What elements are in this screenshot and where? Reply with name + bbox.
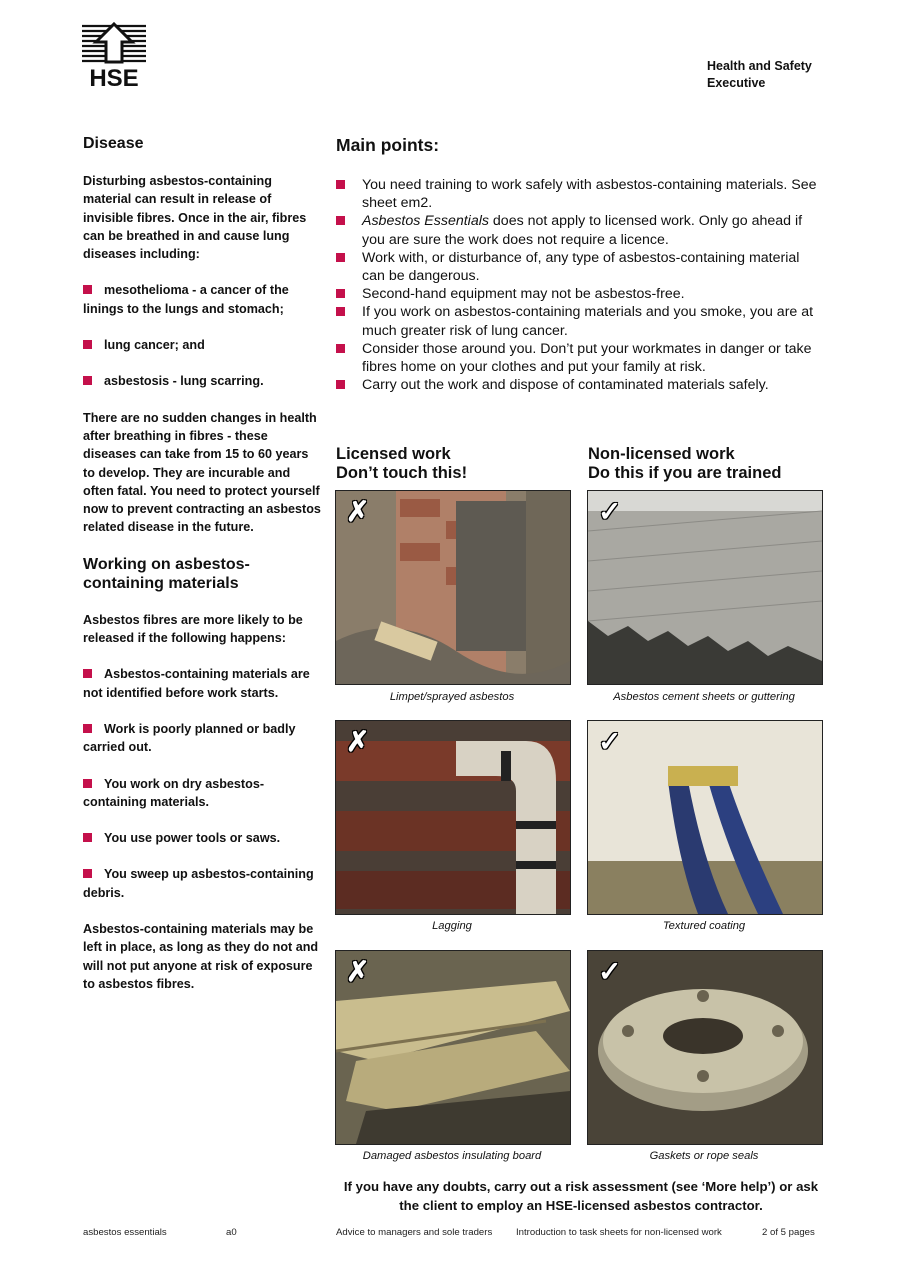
photo-insulating-board [335,950,571,1145]
bullet-square-icon [83,869,92,878]
main-point: If you work on asbestos-containing materials and you smoke, you are at much greater risk of lung cancer. [336,303,826,339]
main-points [336,134,826,394]
hse-logo [80,22,148,90]
hazard-item: You sweep up asbestos-containing debris. [83,867,314,900]
cross-mark-icon: ✗ [346,726,370,757]
check-mark-icon: ✓ [598,726,622,757]
bullet-square-icon [336,344,345,353]
bullet-square-icon [83,376,92,385]
main-point: Work with, or disturbance of, any type of asbestos-containing material can be dangerous. [336,249,826,285]
main-point: You need training to work safely with asbestos-containing materials. See sheet em2. [336,176,826,212]
cross-mark-icon: ✗ [346,956,370,987]
check-mark-icon: ✓ [598,496,622,527]
organisation-name [707,58,812,92]
main-point: Asbestos Essentials does not apply to licensed work. Only go ahead if you are sure the work does not require a licence. [336,212,826,248]
bullet-square-icon [83,724,92,733]
caption-insulating-board: Damaged asbestos insulating board [362,1150,542,1162]
hazard-item: You use power tools or saws. [83,829,321,847]
footer-sheet-title: Introduction to task sheets for non-licensed work [516,1227,722,1238]
working-intro: Asbestos fibres are more likely to be released if the following happens: [83,612,303,646]
org-line-2: Executive [707,76,766,90]
caption-gaskets: Gaskets or rope seals [649,1150,759,1162]
caption-textured-coating: Textured coating [662,920,746,932]
caption-cement-sheets: Asbestos cement sheets or guttering [613,691,795,703]
disease-item: lung cancer; and [83,336,321,354]
left-column [83,134,321,1011]
closing-text: Asbestos-containing materials may be left in place, as long as they do not and will not put anyone at risk of exposure to asbestos fibres. [83,922,319,991]
photo-cement-sheets [587,490,823,685]
licensed-work-heading: Licensed work Don’t touch this! [336,445,468,482]
footer-pages: 2 of 5 pages [762,1227,815,1238]
main-points-list [336,176,826,394]
hazard-item: Asbestos-containing materials are not identified before work starts. [83,667,310,700]
bullet-square-icon [336,180,345,189]
photo-lagging [335,720,571,915]
bullet-square-icon [83,669,92,678]
disease-item: mesothelioma - a cancer of the linings to the lungs and stomach; [83,283,289,316]
cross-mark-icon: ✗ [346,496,370,527]
working-heading: Working on asbestos-containing materials [83,555,250,592]
bullet-square-icon [83,340,92,349]
bullet-square-icon [83,779,92,788]
bullet-square-icon [83,285,92,294]
bullet-square-icon [336,289,345,298]
bullet-square-icon [336,380,345,389]
caption-limpet: Limpet/sprayed asbestos [389,691,515,703]
main-point: Consider those around you. Don’t put your workmates in danger or take fibres home on your clothes and put your family at risk. [336,340,826,376]
hazard-item: You work on dry asbestos-containing materials. [83,776,265,809]
hazard-item: Work is poorly planned or badly carried out. [83,721,296,755]
logo-text: HSE [89,65,139,90]
photo-textured-coating [587,720,823,915]
bullet-square-icon [336,253,345,262]
main-points-heading: Main points: [336,135,440,155]
org-line-1: Health and Safety [707,59,812,73]
main-point: Carry out the work and dispose of contaminated materials safely. [336,376,826,394]
caption-lagging: Lagging [432,920,472,932]
bullet-square-icon [336,307,345,316]
no-changes-text: There are no sudden changes in health after breathing in fibres - these diseases can take from 15 to 60 years to develop. They are incurable and often fatal. You need to protect yourself now to prevent contracting an asbestos related disease in the future. [83,410,321,535]
advice-text: If you have any doubts, carry out a risk assessment (see ‘More help’) or ask the client to employ an HSE-licensed asbestos contractor. [343,1179,819,1213]
disease-heading: Disease [83,135,144,152]
bullet-square-icon [336,216,345,225]
footer-audience: Advice to managers and sole traders [336,1227,493,1238]
non-licensed-work-heading: Non-licensed work Do this if you are trained [588,445,782,482]
footer-code: a0 [226,1227,237,1238]
photo-limpet-sprayed-asbestos [335,490,571,685]
bullet-square-icon [83,833,92,842]
disease-item: asbestosis - lung scarring. [83,372,321,390]
main-point: Second-hand equipment may not be asbestos-free. [336,285,826,303]
footer-series: asbestos essentials [83,1227,167,1238]
photo-gaskets-rope-seals [587,950,823,1145]
disease-intro: Disturbing asbestos-containing material can result in release of invisible fibres. Once in the air, fibres can be breathed in and cause lung diseases including: [83,174,307,262]
check-mark-icon: ✓ [598,956,622,987]
